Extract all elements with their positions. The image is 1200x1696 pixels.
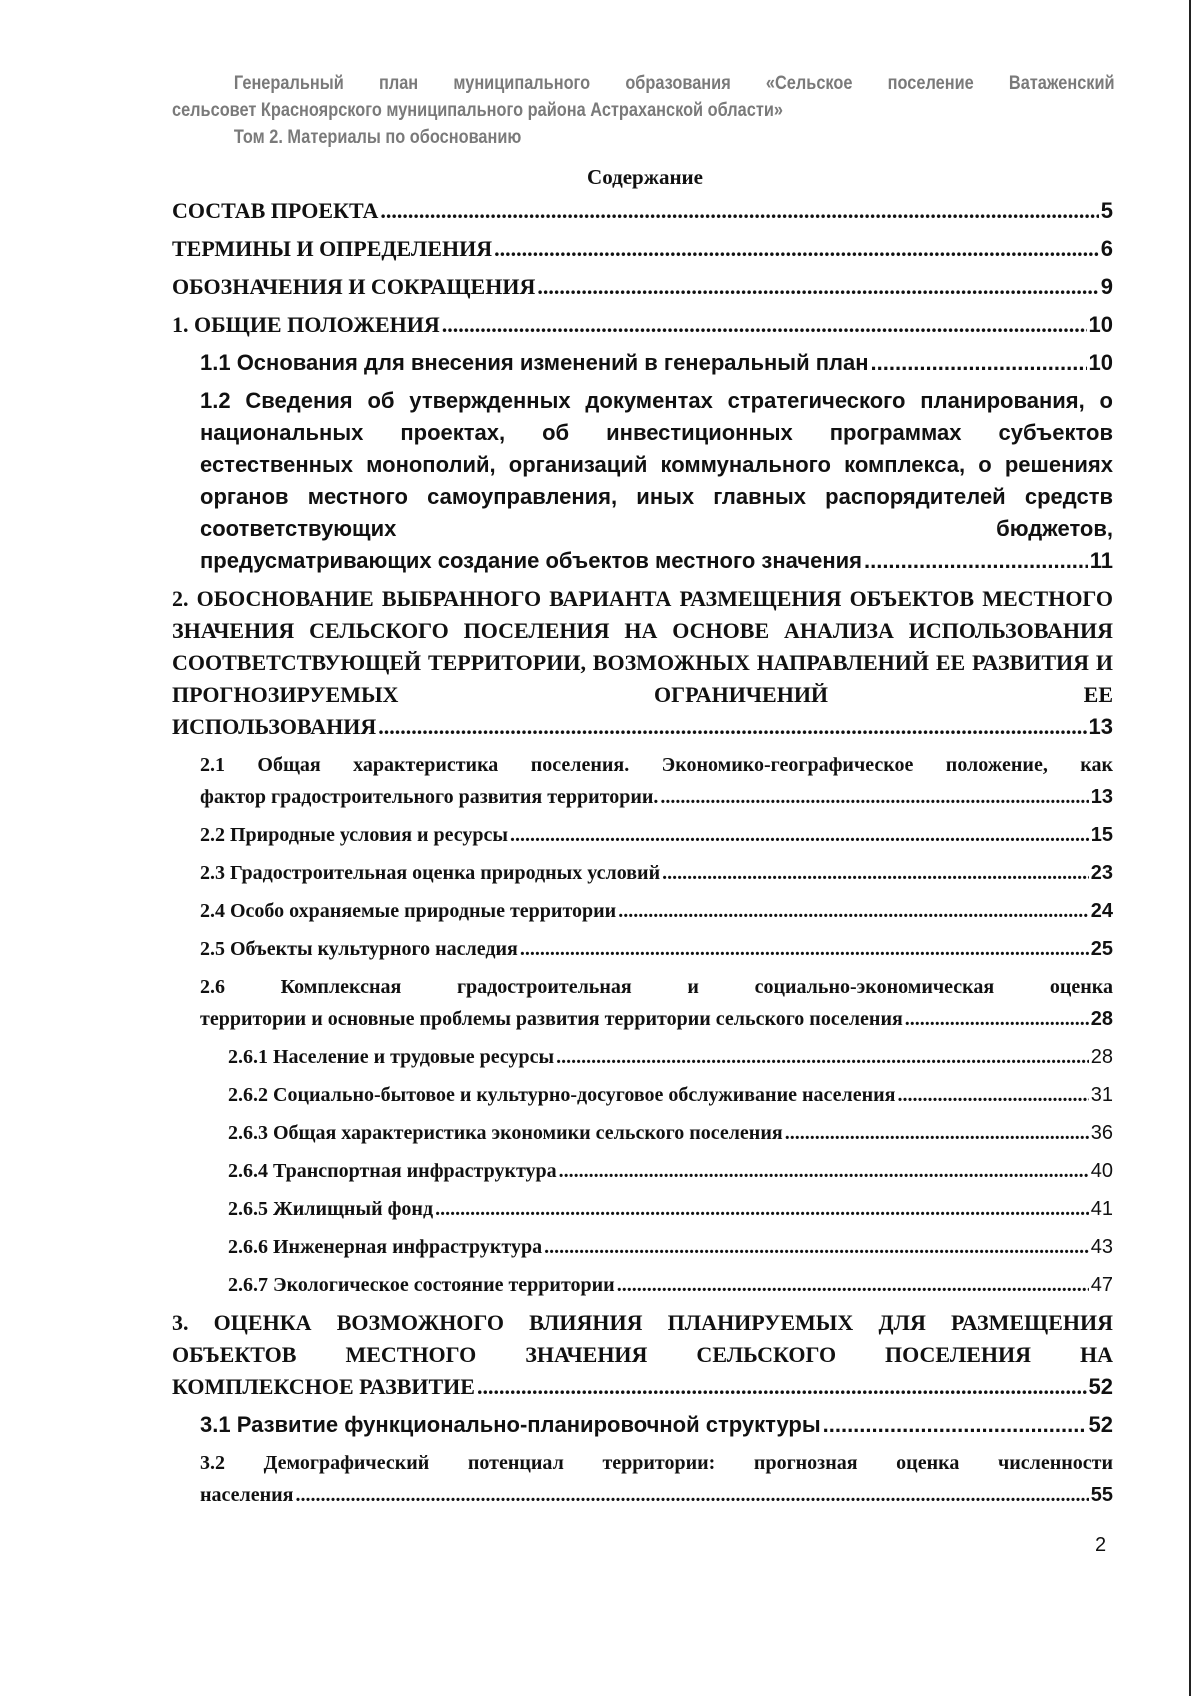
toc-leader	[544, 1231, 1089, 1263]
toc-entry[interactable]	[200, 347, 1113, 379]
toc-entry-text: 2.6.6 Инженерная инфраструктура	[228, 1236, 543, 1258]
toc-entry-text: ОБОЗНАЧЕНИЯ И СОКРАЩЕНИЯ	[172, 274, 536, 299]
toc-page-number: 13	[1090, 786, 1113, 808]
toc-leader	[296, 1479, 1089, 1511]
toc-page-number: 10	[1088, 312, 1113, 337]
toc-entry[interactable]	[228, 1041, 1113, 1073]
toc-entry[interactable]	[228, 1117, 1113, 1149]
toc-page-number: 43	[1090, 1236, 1113, 1258]
toc-leader	[477, 1371, 1087, 1403]
toc-leader	[823, 1409, 1087, 1441]
toc-entry-text: 2.6.5 Жилищный фонд	[228, 1198, 434, 1220]
toc-entry-text: 2.5 Объекты культурного наследия	[200, 938, 518, 960]
toc-entry-text: 2.6.3 Общая характеристика экономики сельского поселения	[228, 1122, 783, 1144]
toc-entry-text-end: населения	[200, 1484, 294, 1506]
toc-entry-text: 2.6.1 Население и трудовые ресурсы	[228, 1046, 555, 1068]
toc-page-number: 40	[1090, 1160, 1113, 1182]
toc-leader	[559, 1155, 1089, 1187]
table-of-contents	[172, 195, 1113, 1511]
toc-page-number: 9	[1100, 274, 1113, 299]
toc-leader	[660, 781, 1088, 813]
toc-page-number: 5	[1100, 198, 1113, 223]
toc-leader	[662, 857, 1089, 889]
toc-entry[interactable]	[200, 933, 1113, 965]
toc-entry[interactable]	[200, 1409, 1113, 1441]
toc-entry-text-end: территории и основные проблемы развития территории сельского поселения	[200, 1008, 903, 1030]
toc-entry-text-end: ИСПОЛЬЗОВАНИЯ	[172, 714, 377, 739]
toc-entry[interactable]	[228, 1269, 1113, 1301]
toc-leader	[378, 711, 1086, 743]
toc-page-number: 52	[1088, 1374, 1113, 1399]
toc-entry-text: 2.1 Общая характеристика поселения. Экономико-географическое положение, как	[200, 754, 1113, 776]
toc-leader	[435, 1193, 1089, 1225]
toc-leader	[442, 309, 1087, 341]
toc-leader	[897, 1079, 1088, 1111]
toc-leader	[871, 347, 1087, 379]
toc-entry[interactable]	[200, 971, 1113, 1035]
toc-title: Содержание	[587, 165, 703, 189]
header-line-1: Генеральный план муниципального образования «Сельское поселение Ватаженский	[233, 73, 1115, 94]
toc-page-number: 25	[1090, 938, 1113, 960]
toc-entry-text: 2.6.7 Экологическое состояние территории	[228, 1274, 615, 1296]
toc-entry-text: 3.2 Демографический потенциал территории: прогнозная оценка численности	[200, 1452, 1113, 1474]
toc-entry[interactable]	[200, 1447, 1113, 1511]
toc-page-number: 15	[1090, 824, 1113, 846]
page-number: 2	[1095, 1534, 1107, 1556]
toc-page-number: 55	[1090, 1484, 1113, 1506]
toc-entry[interactable]	[172, 233, 1113, 265]
toc-entry[interactable]	[172, 309, 1113, 341]
toc-entry[interactable]	[200, 895, 1113, 927]
toc-page-number: 36	[1090, 1122, 1113, 1144]
toc-page-number: 28	[1090, 1008, 1113, 1030]
toc-leader	[510, 819, 1089, 851]
toc-entry-text: 2.6.4 Транспортная инфраструктура	[228, 1160, 557, 1182]
toc-entry-text: ТЕРМИНЫ И ОПРЕДЕЛЕНИЯ	[172, 236, 493, 261]
toc-entry-text-end: предусматривающих создание объектов местного значения	[200, 548, 862, 573]
document-header	[172, 70, 1115, 151]
toc-entry-text: 1.2 Сведения об утвержденных документах стратегического планирования, о национальных проектах, об инвестиционных программах субъектов естественных монополий, организаций коммунального комплекса, о решениях органов местного самоуправления, иных главных распорядителей средств соответствующих бюджетов,	[200, 388, 1113, 541]
toc-page-number: 28	[1090, 1046, 1113, 1068]
toc-entry-text: 3.1 Развитие функционально-планировочной структуры	[200, 1412, 821, 1437]
toc-entry-text: 1. ОБЩИЕ ПОЛОЖЕНИЯ	[172, 312, 440, 337]
toc-page-number: 24	[1090, 900, 1113, 922]
toc-leader	[537, 271, 1098, 303]
toc-leader	[785, 1117, 1089, 1149]
toc-entry-text: 2.2 Природные условия и ресурсы	[200, 824, 509, 846]
toc-page-number: 47	[1090, 1274, 1113, 1296]
toc-entry-text: 2.4 Особо охраняемые природные территории	[200, 900, 617, 922]
toc-page-number: 23	[1090, 862, 1113, 884]
toc-leader	[520, 933, 1089, 965]
toc-page-number: 52	[1088, 1412, 1113, 1437]
header-line-3: Том 2. Материалы по обоснованию	[233, 127, 522, 148]
toc-entry-text: 3. ОЦЕНКА ВОЗМОЖНОГО ВЛИЯНИЯ ПЛАНИРУЕМЫХ ДЛЯ РАЗМЕЩЕНИЯ ОБЪЕКТОВ МЕСТНОГО ЗНАЧЕНИЯ СЕЛЬСКОГО ПОСЕЛЕНИЯ НА	[172, 1310, 1113, 1367]
toc-page-number: 41	[1090, 1198, 1113, 1220]
toc-leader	[380, 195, 1098, 227]
toc-entry[interactable]	[172, 583, 1113, 743]
toc-entry-text: 2.6.2 Социально-бытовое и культурно-досуговое обслуживание населения	[228, 1084, 896, 1106]
toc-entry[interactable]	[200, 857, 1113, 889]
toc-leader	[617, 1269, 1089, 1301]
toc-entry[interactable]	[228, 1231, 1113, 1263]
toc-entry[interactable]	[228, 1193, 1113, 1225]
toc-leader	[494, 233, 1099, 265]
toc-entry-text: 2. ОБОСНОВАНИЕ ВЫБРАННОГО ВАРИАНТА РАЗМЕЩЕНИЯ ОБЪЕКТОВ МЕСТНОГО ЗНАЧЕНИЯ СЕЛЬСКОГО ПОСЕЛЕНИЯ НА ОСНОВЕ АНАЛИЗА ИСПОЛЬЗОВАНИЯ СООТВЕТСТВУЮЩЕЙ ТЕРРИТОРИИ, ВОЗМОЖНЫХ НАПРАВЛЕНИЙ ЕЕ РАЗВИТИЯ И ПРОГНОЗИРУЕМЫХ ОГРАНИЧЕНИЙ ЕЕ	[172, 586, 1113, 707]
toc-page-number: 6	[1100, 236, 1113, 261]
toc-entry-text: 2.3 Градостроительная оценка природных условий	[200, 862, 661, 884]
toc-entry-text: СОСТАВ ПРОЕКТА	[172, 198, 379, 223]
toc-entry-text-end: КОМПЛЕКСНОЕ РАЗВИТИЕ	[172, 1374, 475, 1399]
toc-entry[interactable]	[172, 1307, 1113, 1403]
toc-page-number: 11	[1089, 548, 1113, 573]
toc-entry[interactable]	[228, 1079, 1113, 1111]
toc-page-number: 10	[1088, 350, 1113, 375]
toc-entry[interactable]	[172, 271, 1113, 303]
toc-leader	[556, 1041, 1089, 1073]
toc-page-number: 31	[1090, 1084, 1113, 1106]
toc-entry[interactable]	[228, 1155, 1113, 1187]
header-line-2: сельсовет Красноярского муниципального района Астраханской области»	[172, 100, 784, 121]
toc-leader	[905, 1003, 1089, 1035]
page-edge	[1189, 0, 1200, 1696]
toc-leader	[618, 895, 1089, 927]
toc-entry[interactable]	[200, 749, 1113, 813]
toc-entry-text: 1.1 Основания для внесения изменений в генеральный план	[200, 350, 869, 375]
toc-entry-text-end: фактор градостроительного развития территории.	[200, 786, 659, 808]
toc-entry-text: 2.6 Комплексная градостроительная и социально-экономическая оценка	[200, 976, 1113, 998]
toc-entry[interactable]	[200, 385, 1113, 577]
toc-entry[interactable]	[172, 195, 1113, 227]
toc-entry[interactable]	[200, 819, 1113, 851]
toc-leader	[864, 545, 1088, 577]
toc-page-number: 13	[1088, 714, 1113, 739]
